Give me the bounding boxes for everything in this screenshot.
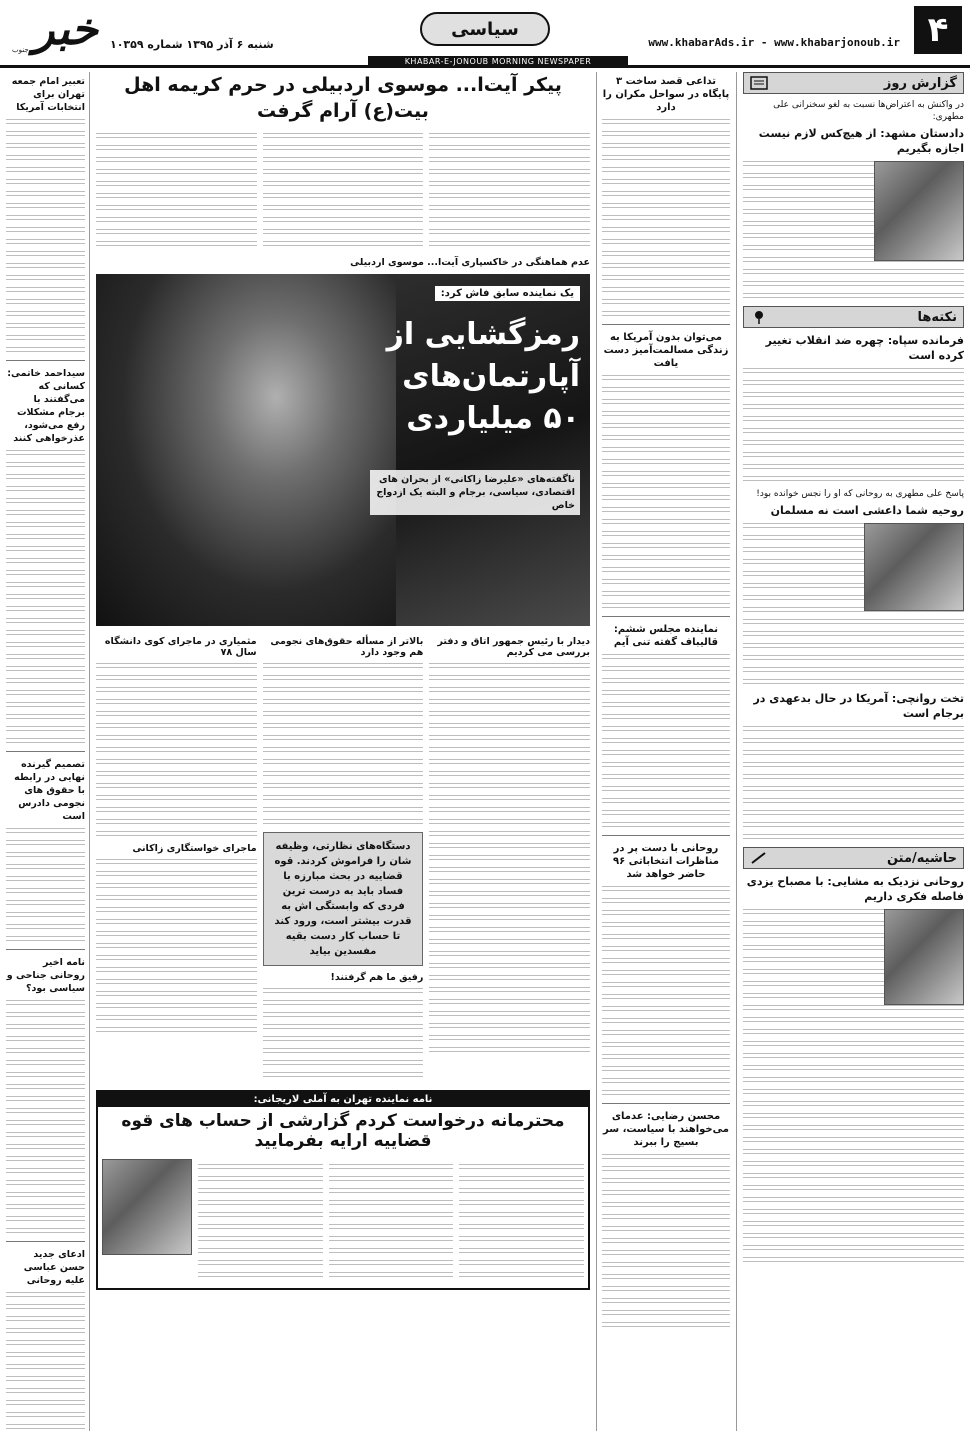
pin-icon bbox=[750, 310, 768, 324]
masthead bbox=[0, 0, 970, 68]
subhead-2: مثمیاری در ماجرای کوی دانشگاه سال ۷۸ bbox=[104, 636, 257, 658]
site-urls[interactable]: www.khabarAds.ir - www.khabarjonoub.ir bbox=[648, 36, 900, 49]
right-column bbox=[736, 72, 964, 1431]
left-headline-1[interactable]: تعبیر امام جمعه تهران برای انتخابات آمریکا bbox=[11, 76, 85, 113]
mid-item-1-headline[interactable]: تداعی قصد ساخت ۳ پایگاه در سواحل مکران را دارد bbox=[602, 76, 730, 113]
margin-headline[interactable]: روحانی نزدیک به مشایی: با مصباح یزدی فاصله فکری داریم bbox=[746, 875, 964, 903]
feature-story bbox=[96, 632, 590, 1084]
lead-subhead: عدم هماهنگی در خاکسپاری آیت‌ا... موسوی اردبیلی bbox=[350, 257, 590, 268]
subhead-1: دیدار با رئیس جمهور اتاق و دفتر بررسی می کردیم bbox=[437, 636, 590, 658]
mid-item-3-headline[interactable]: نماینده مجلس ششم: قالیباف گفته تنی آیم bbox=[613, 624, 719, 648]
report-kicker: در واکنش به اعتراض‌ها نسبت به لغو سخنرانی علی مطهری: bbox=[773, 100, 964, 122]
logo-text: خبر bbox=[33, 4, 98, 55]
mid-item-3 bbox=[602, 623, 730, 829]
lead-headline[interactable]: پیکر آیت‌ا... موسوی اردبیلی در حرم کریمه اهل بیت(ع) آرام گرفت bbox=[124, 74, 562, 122]
note2-headline[interactable]: روحیه شما داعشی است نه مسلمان bbox=[770, 504, 964, 517]
newspaper-icon bbox=[750, 76, 768, 90]
notes-box-title: نکته‌ها bbox=[917, 309, 957, 325]
letter-box bbox=[96, 1090, 590, 1290]
left-column bbox=[6, 72, 90, 1431]
left-headline-4[interactable]: نامه اخیر روحانی جناحی و سیاسی بود؟ bbox=[6, 957, 85, 994]
pull-quote: دستگاه‌های نظارتی، وظیفه شان را فراموش کردند. قوه قضاییه در بحث مبارزه با فساد باید به درست ترین فردی که وابستگی اش به قدرت بیشتر است، ورود کند تا حساب کار دست بقیه مفسدین بیاید bbox=[263, 832, 424, 966]
letter-kicker: نامه نماینده تهران به آملی لاریجانی: bbox=[98, 1092, 588, 1107]
report-headline[interactable]: دادستان مشهد: از هیچ‌کس لازم نیست اجازه بگیریم bbox=[758, 127, 964, 155]
notes-box-header bbox=[743, 306, 964, 328]
mid-item-4-headline[interactable]: روحانی با دست پر در مناظرات انتخاباتی ۹۶ حاضر خواهد شد bbox=[613, 843, 719, 880]
note2-kicker: پاسخ علی مطهری به روحانی که او را نجس خوانده بود! bbox=[756, 489, 964, 499]
motahari-photo bbox=[864, 523, 964, 611]
mid-item-2-headline[interactable]: می‌توان بدون آمریکا به زندگی مسالمت‌آمیز دست یافت bbox=[603, 332, 729, 369]
center-column bbox=[96, 72, 590, 1431]
issue-date: شنبه ۶ آذر ۱۳۹۵ شماره ۱۰۳۵۹ bbox=[110, 38, 274, 51]
note1-headline[interactable]: فرمانده سپاه: چهره ضد انقلاب تغییر کرده است bbox=[765, 334, 964, 362]
page-number: ۴ bbox=[914, 6, 962, 54]
report-box-title: گزارش روز bbox=[883, 75, 957, 91]
mp-photo bbox=[102, 1159, 192, 1255]
zakani-photo bbox=[96, 274, 396, 626]
subhead-5: رفیق ما هم گرفتند! bbox=[330, 972, 424, 983]
newspaper-logo bbox=[8, 4, 98, 56]
prosecutor-photo bbox=[874, 161, 964, 261]
letter-headline[interactable]: محترمانه درخواست کردم گزارشی از حساب های قوه قضاییه ارایه بفرمایید bbox=[121, 1111, 565, 1151]
mid-item-1 bbox=[602, 75, 730, 318]
right-middle-column bbox=[596, 72, 730, 1431]
english-name-strip: KHABAR-E-JONOUB MORNING NEWSPAPER bbox=[368, 56, 628, 68]
feature-block[interactable] bbox=[96, 274, 590, 626]
left-headline-3[interactable]: تصمیم گیرنده نهایی در رابطه با حقوق های نجومی دادرس است bbox=[14, 759, 85, 822]
mid-item-4 bbox=[602, 842, 730, 1097]
logo-sub: جنوب bbox=[12, 46, 29, 54]
mid-item-5 bbox=[602, 1110, 730, 1329]
left-headline-2[interactable]: سیداحمد خاتمی: کسانی که می‌گفتند با برجام مشکلات رفع می‌شود، عذرخواهی کنند bbox=[7, 368, 85, 444]
section-badge: سیاسی bbox=[420, 12, 550, 46]
feature-title[interactable]: رمزگشایی از آپارتمان‌های ۵۰ میلیاردی bbox=[386, 317, 580, 436]
cleric-photo bbox=[884, 909, 964, 1005]
pen-icon bbox=[750, 851, 768, 865]
left-headline-5[interactable]: ادعای جدید حسن عباسی علیه روحانی bbox=[23, 1249, 85, 1286]
feature-kicker: یک نماینده سابق فاش کرد: bbox=[435, 286, 580, 301]
note3-headline[interactable]: تخت روانچی: آمریکا در حال بدعهدی در برجام است bbox=[753, 692, 964, 720]
margin-box-header bbox=[743, 847, 964, 869]
mid-item-2 bbox=[602, 331, 730, 610]
mid-item-5-headline[interactable]: محسن رضایی: عدمای می‌خواهند با سیاست، سر بسیج را ببرند bbox=[603, 1111, 729, 1148]
lead-story-text bbox=[96, 128, 590, 253]
subhead-3: بالاتر از مسأله حقوق‌های نجومی هم وجود دارد bbox=[270, 636, 424, 658]
report-box-header bbox=[743, 72, 964, 94]
margin-box-title: حاشیه/متن bbox=[886, 850, 957, 866]
feature-subtitle: ناگفته‌های «علیرضا زاکانی» از بحران های اقتصادی، سیاسی، برجام و البته یک ازدواج خاص bbox=[370, 470, 580, 515]
subhead-4: ماجرای خواستگاری زاکانی bbox=[132, 843, 257, 854]
